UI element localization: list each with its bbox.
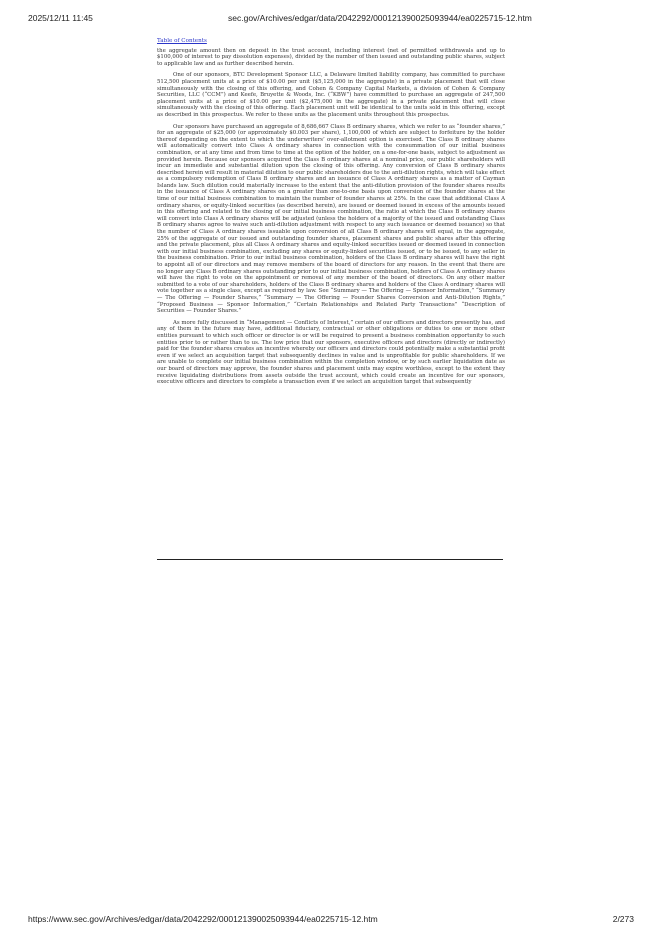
print-header <box>28 13 634 25</box>
print-footer <box>28 914 634 926</box>
print-page-title: sec.gov/Archives/edgar/data/2042292/000121390025093944/ea0225715-12.htm <box>228 13 532 23</box>
paragraph-founder-shares: Our sponsors have purchased an aggregate of 8,686,667 Class B ordinary shares, which we refer to as “founder shares,” for an aggregate of $25,000 (or approximately $0.003 per share), 1,100,000 of which are subject to forfeiture by the holder thereof depending on the extent to which the underwriters’ over-allotment option is exercised. The Class B ordinary shares will automatically convert into Class A ordinary shares in connection with the consummation of our initial business combination, or at any time and from time to time at the option of the holder, on a one-for-one basis, subject to adjustment as provided herein. Because our sponsors acquired the Class B ordinary shares at a nominal price, our public shareholders will incur an immediate and substantial dilution upon the closing of this offering. Any conversion of Class B ordinary shares described herein will result in material dilution to our public shareholders due to the anti-dilution rights, which will take effect as a compulsory redemption of Class B ordinary shares and an issuance of Class A ordinary shares as a matter of Cayman Islands law. Such dilution could materially increase to the extent that the anti-dilution provision of the founder shares results in the issuance of Class A ordinary shares on a greater than one-to-one basis upon conversion of the founder shares at the time of our initial business combination to maintain the number of founder shares at 25%. In the case that additional Class A ordinary shares, or equity-linked securities (as described herein), are issued or deemed issued in excess of the amounts issued in this offering and related to the closing of our initial business combination, the ratio at which the Class B ordinary shares will convert into Class A ordinary shares will be adjusted (unless the holders of a majority of the issued and outstanding Class B ordinary shares agree to waive such anti-dilution adjustment with respect to any such issuance or deemed issuance) so that the number of Class A ordinary shares issuable upon conversion of all Class B ordinary shares will equal, in the aggregate, 25% of the aggregate of our issued and outstanding founder shares, placement shares and public shares after this offering and the private placement, plus all Class A ordinary shares and equity-linked securities issued or deemed issued in connection with our initial business combination, excluding any shares or equity-linked securities issued, or to be issued, to any seller in the business combination. Prior to our initial business combination, holders of the Class B ordinary shares will have the right to appoint all of our directors and may remove members of the board of directors for any reason. In the event that there are no longer any Class B ordinary shares outstanding prior to our initial business combination, holders of Class A ordinary shares will have the right to vote on the appointment or removal of any member of the board of directors. On any other matter submitted to a vote of our shareholders, holders of the Class B ordinary shares and holders of the Class A ordinary shares will vote together as a single class, except as required by law. See “Summary — The Offering — Sponsor Information,” “Summary — The Offering — Founder Shares,” “Summary — The Offering — Founder Shares Conversion and Anti-Dilution Rights,” “Proposed Business — Sponsor Information,” “Certain Relationships and Related Party Transactions” “Description of Securities — Founder Shares.” <box>157 123 505 315</box>
print-datetime: 2025/12/11 11:45 <box>28 13 93 23</box>
paragraph-trust-account: the aggregate amount then on deposit in the trust account, including interest (net of permitted withdrawals and up to $100,000 of interest to pay dissolution expenses), divided by the number of then issued and outstanding public shares, subject to applicable law and as further described herein. <box>157 47 505 67</box>
page-number: 2/273 <box>612 914 634 924</box>
page-divider <box>157 559 503 560</box>
paragraph-placement-units: One of our sponsors, BTC Development Sponsor LLC, a Delaware limited liability company, has committed to purchase 512,500 placement units at a price of $10.00 per unit ($5,125,000 in the aggregate) in a private placement that will close simultaneously with the closing of this offering, and Cohen & Company Capital Markets, a division of Cohen & Company Securities, LLC (“CCM”) and Keefe, Bruyette & Woods, Inc. (“KBW”) have committed to purchase an aggregate of 247,500 placement units at a price of $10.00 per unit ($2,475,000 in the aggregate) in a private placement that will close simultaneously with the closing of this offering. Each placement unit will be identical to the units sold in this offering, except as described in this prospectus. We refer to these units as the placement units throughout this prospectus. <box>157 72 505 118</box>
print-url: https://www.sec.gov/Archives/edgar/data/2042292/000121390025093944/ea0225715-12.htm <box>28 914 378 924</box>
paragraph-conflicts-of-interest: As more fully discussed in “Management — Conflicts of Interest,” certain of our officers and directors presently has, and any of them in the future may have, additional fiduciary, contractual or other obligations or duties to one or more other entities pursuant to which such officer or director is or will be required to present a business combination opportunity to such entities prior to or rather than to us. The low price that our sponsors, executive officers and directors (directly or indirectly) paid for the founder shares creates an incentive whereby our officers and directors could potentially make a substantial profit even if we select an acquisition target that subsequently declines in value and is unprofitable for public shareholders. If we are unable to complete our initial business combination within the completion window, or by such earlier liquidation date as our board of directors may approve, the founder shares and placement units may expire worthless, except to the extent they receive liquidating distributions from assets outside the trust account, which could create an incentive for our sponsors, executive officers and directors to complete a transaction even if we select an acquisition target that subsequently <box>157 319 505 386</box>
table-of-contents-link[interactable]: Table of Contents <box>157 38 207 44</box>
document-body <box>157 38 505 391</box>
